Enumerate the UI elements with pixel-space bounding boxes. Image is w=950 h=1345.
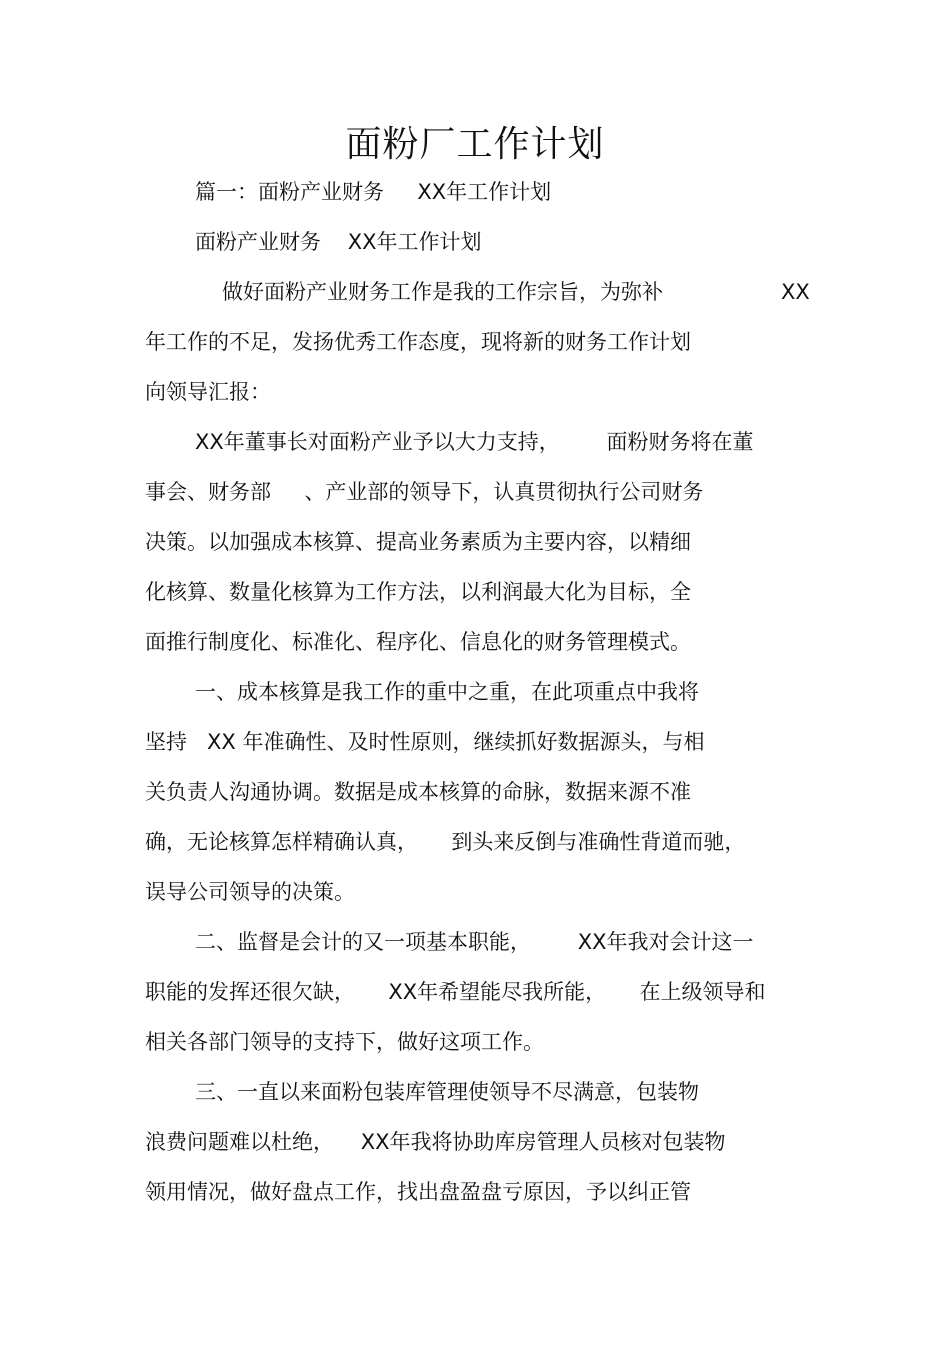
paragraph-line: 领用情况，做好盘点工作，找出盘盈盘亏原因，予以纠正管 xyxy=(145,1180,691,1204)
subtitle-1: 篇一：面粉产业财务 XX年工作计划 xyxy=(195,180,552,204)
paragraph-line: 误导公司领导的决策。 xyxy=(145,880,355,904)
paragraph-line: 三、一直以来面粉包装库管理使领导不尽满意，包装物 xyxy=(195,1080,699,1104)
paragraph-line: 二、监督是会计的又一项基本职能， XX年我对会计这一 xyxy=(195,930,754,954)
paragraph-line: 关负责人沟通协调。数据是成本核算的命脉，数据来源不准 xyxy=(145,780,691,804)
paragraph-line: 事会、财务部 、产业部的领导下，认真贯彻执行公司财务 xyxy=(145,480,704,504)
paragraph-line: 化核算、数量化核算为工作方法，以利润最大化为目标，全 xyxy=(145,580,691,604)
paragraph-line: 坚持 XX 年准确性、及时性原则，继续抓好数据源头，与相 xyxy=(145,730,705,754)
paragraph-line: XX xyxy=(781,280,810,304)
paragraph-line: 年工作的不足，发扬优秀工作态度，现将新的财务工作计划 xyxy=(145,330,691,354)
document-title: 面粉厂工作计划 xyxy=(345,124,605,165)
paragraph-line: 职能的发挥还很欠缺， XX年希望能尽我所能， 在上级领导和 xyxy=(145,980,766,1004)
paragraph-line: 向领导汇报： xyxy=(145,380,271,404)
subtitle-2: 面粉产业财务 XX年工作计划 xyxy=(195,230,482,254)
paragraph-line: 决策。以加强成本核算、提高业务素质为主要内容，以精细 xyxy=(145,530,691,554)
paragraph-line: 浪费问题难以杜绝， XX年我将协助库房管理人员核对包装物 xyxy=(145,1130,726,1154)
paragraph-line: 一、成本核算是我工作的重中之重，在此项重点中我将 xyxy=(195,680,699,704)
paragraph-line: 做好面粉产业财务工作是我的工作宗旨，为弥补 xyxy=(222,280,663,304)
paragraph-line: 相关各部门领导的支持下，做好这项工作。 xyxy=(145,1030,544,1054)
paragraph-line: 确，无论核算怎样精确认真， 到头来反倒与准确性背道而驰， xyxy=(145,830,746,854)
paragraph-line: XX年董事长对面粉产业予以大力支持， 面粉财务将在董 xyxy=(195,430,754,454)
paragraph-line: 面推行制度化、标准化、程序化、信息化的财务管理模式。 xyxy=(145,630,691,654)
